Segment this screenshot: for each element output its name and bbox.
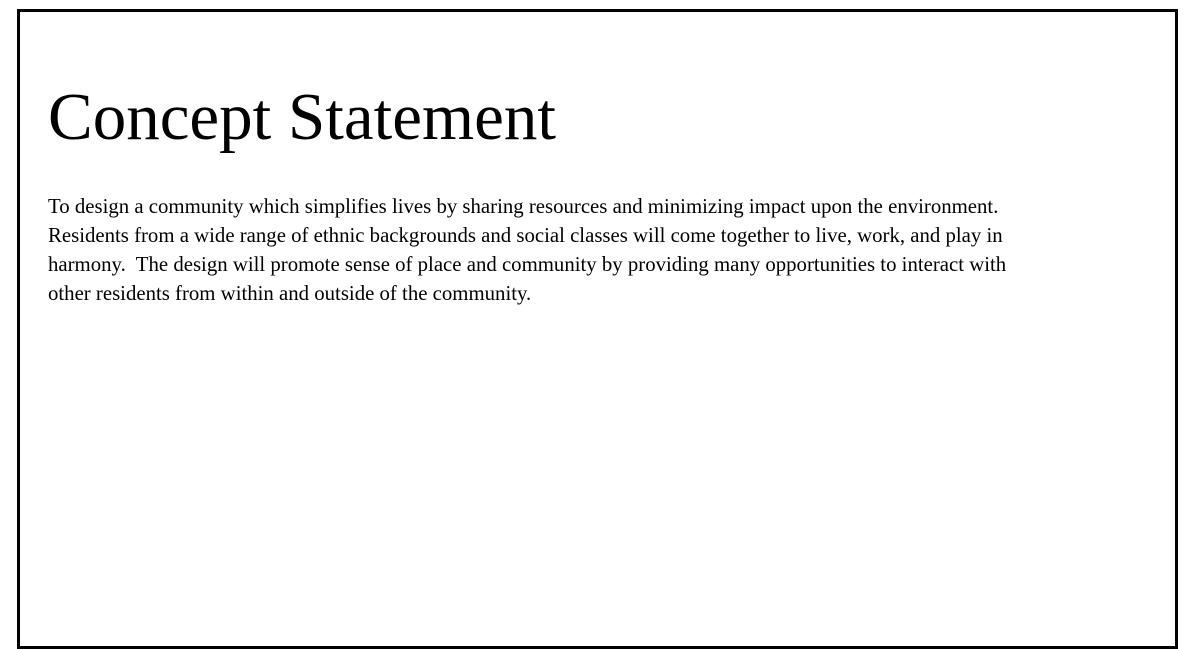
paragraph-line: other residents from within and outside of the community.: [48, 282, 532, 305]
paragraph-line: Residents from a wide range of ethnic backgrounds and social classes will come together to live, work, and play in: [48, 224, 1003, 247]
paragraph-line: harmony. The design will promote sense of place and community by providing many opportunities to interact with: [48, 253, 1007, 276]
page-title: Concept Statement: [48, 80, 556, 154]
paragraph-line: To design a community which simplifies lives by sharing resources and minimizing impact upon the environment.: [48, 195, 999, 218]
concept-paragraph: [48, 192, 1006, 308]
page-frame: [17, 9, 1178, 649]
